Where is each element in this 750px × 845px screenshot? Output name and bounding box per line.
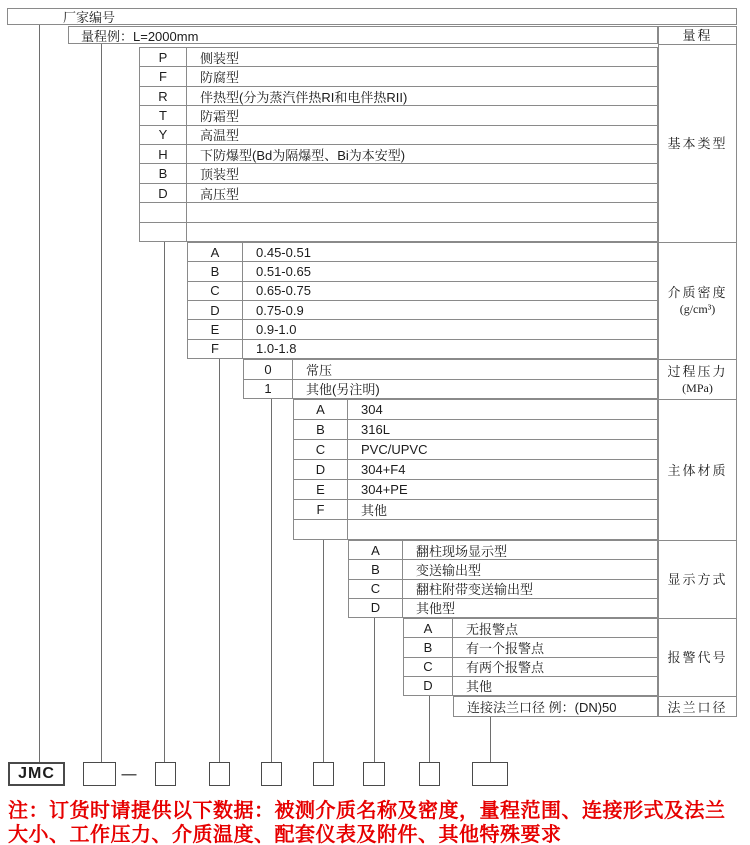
alarm-row	[404, 658, 657, 677]
category-range	[659, 27, 736, 45]
category-process-pressure-label: 过程压力	[667, 363, 728, 379]
code-cell: B	[140, 164, 187, 182]
manufacturer-code-box	[7, 8, 737, 25]
description-cell: 304	[361, 402, 383, 417]
code-cell: D	[294, 460, 348, 479]
category-process-pressure	[659, 360, 736, 400]
code-cell: 0	[244, 360, 293, 379]
description-cell: 0.9-1.0	[256, 321, 297, 337]
code-cell: B	[294, 420, 348, 439]
basic-row	[140, 126, 657, 145]
code-cell: C	[404, 658, 453, 676]
material-row	[294, 520, 657, 539]
code-cell: C	[294, 440, 348, 459]
code-cell: C	[349, 580, 403, 598]
display-code-box	[363, 762, 385, 786]
connector-pressure-line	[271, 399, 272, 762]
basic-code-box	[155, 762, 176, 786]
description-cell: 1.0-1.8	[256, 341, 297, 357]
description-cell	[187, 203, 657, 221]
code-cell	[294, 520, 348, 539]
description-cell: 高压型	[200, 186, 240, 202]
category-alarm-code-label: 报警代号	[667, 650, 728, 665]
description-cell: 下防爆型(Bd为隔爆型、Bi为本安型)	[200, 147, 406, 163]
code-cell: A	[294, 400, 348, 419]
display-row	[349, 580, 657, 599]
category-display-mode	[659, 541, 736, 619]
description-cell: 0.65-0.75	[256, 283, 311, 299]
display-row	[349, 541, 657, 560]
order-note-line1: 注：订货时请提供以下数据：被测介质名称及密度，量程范围、连接形式及法兰	[8, 800, 726, 822]
density-row	[188, 262, 657, 281]
material-row	[294, 480, 657, 500]
alarm-code-box	[419, 762, 440, 786]
density-row	[188, 340, 657, 358]
range-example-label: 量程例：L=2000mm	[81, 28, 199, 44]
description-cell: 0.75-0.9	[256, 302, 304, 318]
model-prefix-box	[8, 762, 65, 786]
description-cell: 防霜型	[200, 108, 240, 124]
code-cell: D	[404, 677, 453, 695]
basic-row	[140, 106, 657, 125]
description-cell: 伴热型(分为蒸汽伴热RI和电伴热RII)	[200, 89, 408, 105]
category-display-mode-label: 显示方式	[667, 572, 728, 587]
material-row	[294, 440, 657, 460]
description-cell	[187, 223, 657, 241]
category-label-column	[658, 26, 737, 717]
category-alarm-code	[659, 619, 736, 697]
basic-type-table	[139, 47, 658, 242]
category-medium-density	[659, 243, 736, 360]
description-cell: 其他	[361, 503, 388, 518]
description-cell: 连接法兰口径 例：(DN)50	[467, 700, 617, 715]
description-cell: 其他型	[416, 601, 456, 617]
description-cell: 顶装型	[200, 167, 240, 183]
code-cell: T	[140, 106, 187, 124]
category-range-label: 量程	[682, 28, 713, 43]
flange-row	[454, 697, 657, 716]
category-basic-type-label: 基本类型	[667, 136, 728, 151]
range-code-box	[83, 762, 116, 786]
code-cell: E	[188, 320, 243, 338]
code-cell: E	[294, 480, 348, 499]
description-cell: 其他(另注明)	[306, 382, 380, 398]
material-row	[294, 420, 657, 440]
pressure-code-box	[261, 762, 282, 786]
description-cell: 0.51-0.65	[256, 263, 311, 279]
description-cell	[348, 520, 657, 539]
code-cell: C	[188, 282, 243, 300]
description-cell: 304+F4	[361, 462, 406, 477]
code-cell: H	[140, 145, 187, 163]
connector-basic-type-line	[164, 242, 165, 762]
category-body-material	[659, 400, 736, 541]
description-cell: 无报警点	[466, 621, 519, 637]
category-flange-size-label: 法兰口径	[667, 700, 728, 715]
material-row	[294, 500, 657, 520]
alarm-code-table	[403, 618, 658, 696]
code-cell: R	[140, 87, 187, 105]
alarm-row	[404, 638, 657, 657]
flange-size-table	[453, 696, 658, 717]
density-code-box	[209, 762, 230, 786]
model-prefix-label: JMC	[18, 765, 55, 782]
code-cell: 1	[244, 380, 293, 399]
basic-row	[140, 164, 657, 183]
medium-density-table	[187, 242, 658, 359]
description-cell: 304+PE	[361, 482, 408, 497]
basic-row	[140, 145, 657, 164]
pressure-row	[244, 360, 657, 380]
code-cell: P	[140, 48, 187, 66]
manufacturer-code-label: 厂家编号	[63, 10, 116, 25]
description-cell: PVC/UPVC	[361, 442, 428, 457]
code-cell: D	[188, 301, 243, 319]
basic-row	[140, 67, 657, 86]
density-row	[188, 320, 657, 339]
display-mode-table	[348, 540, 658, 618]
basic-row	[140, 87, 657, 106]
description-cell: 常压	[306, 362, 333, 378]
pressure-row	[244, 380, 657, 399]
code-cell: Y	[140, 126, 187, 144]
description-cell: 316L	[361, 422, 390, 437]
range-example-box	[68, 26, 658, 44]
code-cell: B	[349, 560, 403, 578]
density-row	[188, 301, 657, 320]
connector-manufacturer-line	[39, 25, 40, 762]
description-cell: 变送输出型	[416, 562, 482, 578]
material-row	[294, 460, 657, 480]
connector-alarm-line	[429, 696, 430, 762]
display-row	[349, 599, 657, 617]
flange-code-box	[472, 762, 508, 786]
code-cell	[140, 223, 187, 241]
description-cell: 防腐型	[200, 70, 240, 86]
code-cell: A	[349, 541, 403, 559]
alarm-row	[404, 619, 657, 638]
category-medium-density-unit: (g/cm³)	[679, 302, 716, 316]
description-cell: 侧装型	[200, 50, 240, 66]
description-cell: 有一个报警点	[466, 640, 545, 656]
description-cell: 翻柱附带变送输出型	[416, 582, 534, 598]
code-cell	[140, 203, 187, 221]
order-note	[8, 799, 750, 845]
order-note-line2: 大小、工作压力、介质温度、配套仪表及附件、其他特殊要求	[8, 824, 562, 845]
connector-material-line	[323, 540, 324, 762]
basic-row	[140, 48, 657, 67]
density-row	[188, 243, 657, 262]
code-cell: A	[404, 619, 453, 637]
body-material-table	[293, 399, 658, 540]
category-medium-density-label: 介质密度	[667, 285, 728, 300]
process-pressure-table	[243, 359, 658, 399]
description-cell: 翻柱现场显示型	[416, 543, 508, 559]
connector-density-line	[219, 359, 220, 762]
density-row	[188, 282, 657, 301]
code-cell: F	[188, 340, 243, 358]
display-row	[349, 560, 657, 579]
dash-separator: —	[121, 765, 137, 783]
connector-flange-line	[490, 717, 491, 762]
category-body-material-label: 主体材质	[667, 462, 728, 478]
basic-row	[140, 223, 657, 241]
code-cell: B	[404, 638, 453, 656]
description-cell: 高温型	[200, 128, 240, 144]
code-cell: D	[140, 184, 187, 202]
description-cell: 有两个报警点	[466, 660, 545, 676]
code-cell: B	[188, 262, 243, 280]
category-process-pressure-unit: (MPa)	[682, 380, 713, 395]
alarm-row	[404, 677, 657, 695]
code-cell: F	[140, 67, 187, 85]
description-cell: 0.45-0.51	[256, 244, 311, 260]
basic-row	[140, 203, 657, 222]
connector-display-line	[374, 618, 375, 762]
category-flange-size	[659, 697, 736, 717]
connector-range-line	[101, 44, 102, 762]
basic-row	[140, 184, 657, 203]
description-cell: 其他	[466, 679, 493, 695]
category-basic-type	[659, 45, 736, 243]
code-cell: D	[349, 599, 403, 617]
material-row	[294, 400, 657, 420]
code-cell: F	[294, 500, 348, 519]
material-code-box	[313, 762, 334, 786]
code-cell: A	[188, 243, 243, 261]
